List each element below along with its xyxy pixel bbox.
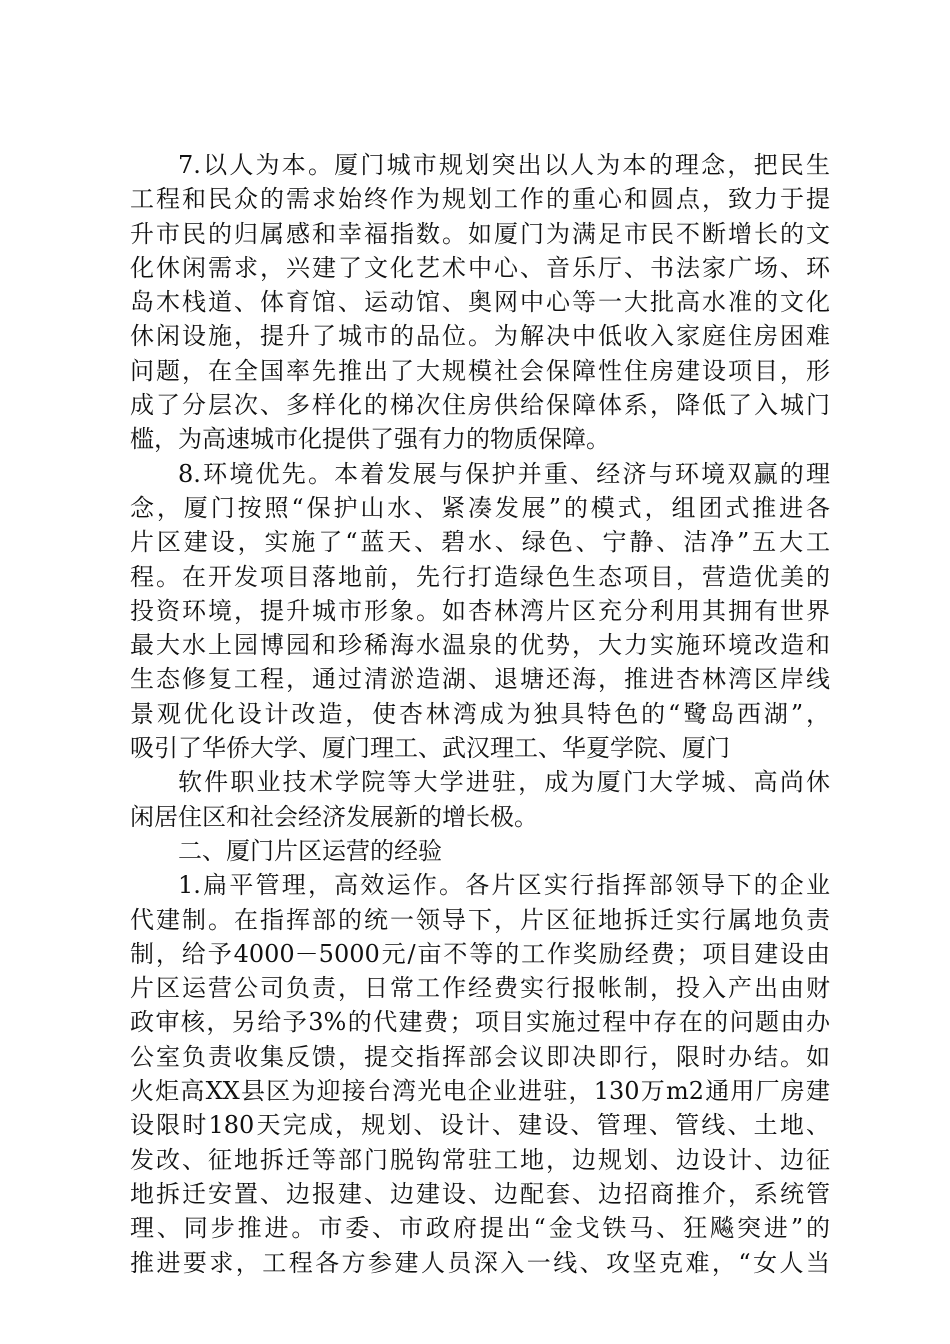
text-line: 火炬高XX县区为迎接台湾光电企业进驻，130万m2通用厂房建 — [130, 1077, 830, 1106]
text-line: 发改、征地拆迁等部门脱钩常驻工地，边规划、边设计、边征 — [130, 1145, 830, 1174]
text-line: 地拆迁安置、边报建、边建设、边配套、边招商推介，系统管 — [130, 1179, 830, 1208]
text-line: 软件职业技术学院等大学进驻，成为厦门大学城、高尚休 — [178, 768, 830, 797]
paragraph-item-8-continued — [130, 765, 830, 834]
text-line: 闲居住区和社会经济发展新的增长极。 — [130, 802, 538, 831]
text-line: 1.扁平管理，高效运作。各片区实行指挥部领导下的企业 — [178, 871, 830, 900]
text-line: 休闲设施，提升了城市的品位。为解决中低收入家庭住房困难 — [130, 322, 830, 351]
text-line: 片区运营公司负责，日常工作经费实行报帐制，投入产出由财 — [130, 974, 830, 1003]
document-page — [130, 148, 830, 1280]
text-line: 吸引了华侨大学、厦门理工、武汉理工、华夏学院、厦门 — [130, 734, 730, 763]
heading-text: 二、厦门片区运营的经验 — [178, 836, 442, 865]
text-line: 公室负责收集反馈，提交指挥部会议即决即行，限时办结。如 — [130, 1042, 830, 1071]
text-line: 景观优化设计改造，使杏林湾成为独具特色的“鹭岛西湖”， — [130, 699, 830, 728]
paragraph-section-2-item-1 — [130, 868, 830, 1280]
text-line: 8.环境优先。本着发展与保护并重、经济与环境双赢的理 — [178, 459, 830, 488]
text-line: 化休闲需求，兴建了文化艺术中心、音乐厅、书法家广场、环 — [130, 253, 830, 282]
text-line: 制，给予4000－5000元/亩不等的工作奖励经费；项目建设由 — [130, 939, 830, 968]
text-line: 生态修复工程，通过清淤造湖、退塘还海，推进杏林湾区岸线 — [130, 665, 830, 694]
text-line: 槛，为高速城市化提供了强有力的物质保障。 — [130, 425, 610, 454]
text-line: 理、同步推进。市委、市政府提出“金戈铁马、狂飚突进”的 — [130, 1214, 830, 1243]
text-line: 片区建设，实施了“蓝天、碧水、绿色、宁静、洁净”五大工 — [130, 528, 830, 557]
text-line: 问题，在全国率先推出了大规模社会保障性住房建设项目，形 — [130, 356, 830, 385]
text-line: 推进要求，工程各方参建人员深入一线、攻坚克难，“女人当 — [130, 1248, 830, 1277]
paragraph-item-8 — [130, 457, 830, 766]
text-line: 最大水上园博园和珍稀海水温泉的优势，大力实施环境改造和 — [130, 631, 830, 660]
text-line: 升市民的归属感和幸福指数。如厦门为满足市民不断增长的文 — [130, 219, 830, 248]
text-line: 设限时180天完成，规划、设计、建设、管理、管线、土地、 — [130, 1111, 830, 1140]
text-line: 成了分层次、多样化的梯次住房供给保障体系，降低了入城门 — [130, 391, 830, 420]
text-line: 投资环境，提升城市形象。如杏林湾片区充分利用其拥有世界 — [130, 596, 830, 625]
text-line: 程。在开发项目落地前，先行打造绿色生态项目，营造优美的 — [130, 562, 830, 591]
section-heading — [130, 834, 830, 868]
text-line: 工程和民众的需求始终作为规划工作的重心和圆点，致力于提 — [130, 185, 830, 214]
text-line: 岛木栈道、体育馆、运动馆、奥网中心等一大批高水准的文化 — [130, 288, 830, 317]
text-line: 代建制。在指挥部的统一领导下，片区征地拆迁实行属地负责 — [130, 905, 830, 934]
paragraph-item-7 — [130, 148, 830, 457]
text-line: 政审核，另给予3%的代建费；项目实施过程中存在的问题由办 — [130, 1008, 830, 1037]
text-line: 7.以人为本。厦门城市规划突出以人为本的理念，把民生 — [178, 151, 830, 179]
text-line: 念，厦门按照“保护山水、紧凑发展”的模式，组团式推进各 — [130, 493, 830, 522]
